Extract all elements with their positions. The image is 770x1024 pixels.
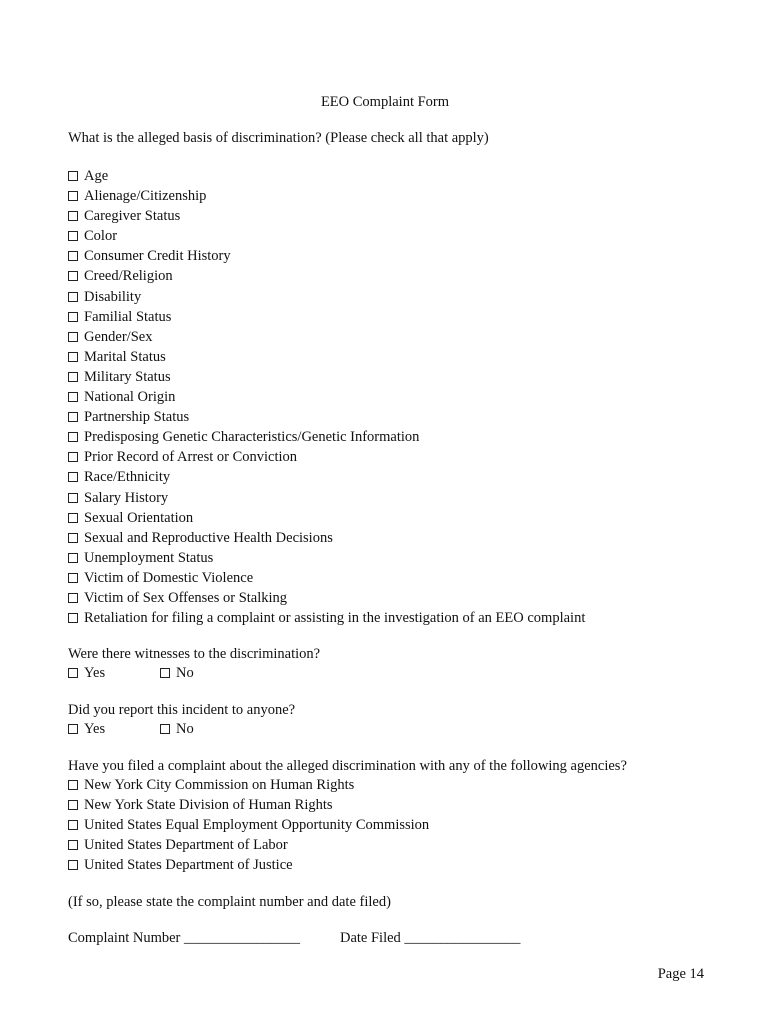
checkbox-icon[interactable]: [68, 332, 78, 342]
basis-option[interactable]: [68, 367, 585, 387]
basis-option-label: Salary History: [84, 489, 169, 506]
page-number: Page 14: [657, 966, 704, 982]
basis-question: What is the alleged basis of discrimination? (Please check all that apply): [68, 130, 489, 146]
reported-no-label: No: [176, 721, 194, 737]
basis-option-label: Disability: [84, 288, 142, 305]
checkbox-icon[interactable]: [68, 191, 78, 201]
reported-yes-label: Yes: [84, 721, 106, 737]
agency-option-label: United States Department of Justice: [84, 857, 293, 874]
witnesses-no-option[interactable]: [160, 663, 194, 683]
basis-option[interactable]: [68, 568, 585, 588]
basis-option[interactable]: [68, 166, 585, 186]
checkbox-icon[interactable]: [68, 780, 78, 790]
agencies-question: Have you filed a complaint about the alleged discrimination with any of the following agencies?: [68, 758, 627, 774]
reported-question: Did you report this incident to anyone?: [68, 702, 296, 718]
basis-option[interactable]: [68, 347, 585, 367]
basis-option[interactable]: [68, 588, 585, 608]
basis-option-label: Familial Status: [84, 308, 172, 325]
basis-option[interactable]: [68, 206, 585, 226]
complaint-number-field[interactable]: Complaint Number ________________: [68, 930, 300, 946]
basis-option[interactable]: [68, 447, 585, 467]
basis-option[interactable]: [68, 427, 585, 447]
basis-option-label: Marital Status: [84, 348, 166, 365]
basis-option-label: Unemployment Status: [84, 549, 214, 566]
basis-option-label: Victim of Sex Offenses or Stalking: [84, 589, 288, 606]
checkbox-icon[interactable]: [68, 251, 78, 261]
basis-option-label: Retaliation for filing a complaint or assisting in the investigation of an EEO complaint: [84, 610, 586, 627]
basis-option-label: National Origin: [84, 389, 176, 406]
checkbox-icon[interactable]: [68, 171, 78, 181]
basis-option-label: Race/Ethnicity: [84, 469, 171, 486]
basis-option-label: Partnership Status: [84, 409, 190, 426]
agency-option[interactable]: [68, 855, 429, 875]
witnesses-question: Were there witnesses to the discrimination?: [68, 646, 321, 662]
basis-option-label: Consumer Credit History: [84, 248, 231, 265]
basis-option-label: Gender/Sex: [84, 328, 153, 345]
checkbox-icon[interactable]: [68, 412, 78, 422]
basis-option[interactable]: [68, 327, 585, 347]
checkbox-icon[interactable]: [68, 231, 78, 241]
basis-option-label: Sexual Orientation: [84, 509, 194, 526]
checkbox-icon[interactable]: [68, 613, 78, 623]
basis-option[interactable]: [68, 287, 585, 307]
reported-no-option[interactable]: [160, 719, 194, 739]
checkbox-icon[interactable]: [68, 452, 78, 462]
checkbox-icon[interactable]: [68, 533, 78, 543]
basis-option[interactable]: [68, 246, 585, 266]
basis-option-label: Creed/Religion: [84, 268, 173, 285]
basis-option-label: Prior Record of Arrest or Conviction: [84, 449, 298, 466]
checkbox-icon[interactable]: [68, 860, 78, 870]
checkbox-icon[interactable]: [68, 593, 78, 603]
basis-option-label: Victim of Domestic Violence: [84, 569, 254, 586]
reported-yes-option[interactable]: [68, 719, 105, 739]
checkbox-icon[interactable]: [68, 553, 78, 563]
basis-option-label: Age: [84, 168, 109, 184]
checkbox-icon[interactable]: [68, 724, 78, 734]
checkbox-icon[interactable]: [68, 352, 78, 362]
basis-option[interactable]: [68, 467, 585, 487]
checkbox-icon[interactable]: [68, 493, 78, 503]
basis-checkbox-list: [68, 166, 585, 628]
basis-option[interactable]: [68, 548, 585, 568]
agency-option[interactable]: [68, 835, 429, 855]
checkbox-icon[interactable]: [68, 372, 78, 382]
basis-option-label: Predisposing Genetic Characteristics/Genetic Information: [84, 429, 420, 446]
basis-option[interactable]: [68, 307, 585, 327]
agency-option-label: United States Department of Labor: [84, 837, 288, 854]
instruction-text: (If so, please state the complaint number and date filed): [68, 894, 391, 910]
basis-option-label: Military Status: [84, 368, 171, 385]
checkbox-icon[interactable]: [68, 472, 78, 482]
basis-option[interactable]: [68, 508, 585, 528]
checkbox-icon[interactable]: [68, 573, 78, 583]
agency-option-label: United States Equal Employment Opportunity Commission: [84, 817, 430, 834]
basis-option[interactable]: [68, 407, 585, 427]
checkbox-icon[interactable]: [68, 211, 78, 221]
basis-option[interactable]: [68, 387, 585, 407]
checkbox-icon[interactable]: [68, 668, 78, 678]
page-title: EEO Complaint Form: [320, 94, 450, 110]
checkbox-icon[interactable]: [68, 312, 78, 322]
witnesses-yes-label: Yes: [84, 665, 106, 681]
agency-option[interactable]: [68, 795, 429, 815]
witnesses-yes-option[interactable]: [68, 663, 105, 683]
checkbox-icon[interactable]: [68, 432, 78, 442]
agency-option[interactable]: [68, 775, 429, 795]
basis-option[interactable]: [68, 186, 585, 206]
agency-option[interactable]: [68, 815, 429, 835]
basis-option[interactable]: [68, 608, 585, 628]
checkbox-icon[interactable]: [68, 392, 78, 402]
agency-option-label: New York City Commission on Human Rights: [84, 777, 355, 793]
checkbox-icon[interactable]: [68, 292, 78, 302]
basis-option-label: Caregiver Status: [84, 208, 181, 225]
witnesses-no-label: No: [176, 665, 194, 681]
basis-option-label: Sexual and Reproductive Health Decisions: [84, 529, 333, 546]
basis-option[interactable]: [68, 528, 585, 548]
date-filed-field[interactable]: Date Filed ________________: [340, 930, 521, 946]
checkbox-icon[interactable]: [160, 668, 170, 678]
basis-option-label: Alienage/Citizenship: [84, 188, 207, 205]
checkbox-icon[interactable]: [68, 800, 78, 810]
basis-option[interactable]: [68, 226, 585, 246]
basis-option[interactable]: [68, 266, 585, 286]
agency-option-label: New York State Division of Human Rights: [84, 797, 333, 814]
basis-option-label: Color: [84, 228, 118, 245]
checkbox-icon[interactable]: [160, 724, 170, 734]
checkbox-icon[interactable]: [68, 840, 78, 850]
agencies-checkbox-list: [68, 775, 429, 875]
checkbox-icon[interactable]: [68, 513, 78, 523]
checkbox-icon[interactable]: [68, 271, 78, 281]
checkbox-icon[interactable]: [68, 820, 78, 830]
basis-option[interactable]: [68, 488, 585, 508]
